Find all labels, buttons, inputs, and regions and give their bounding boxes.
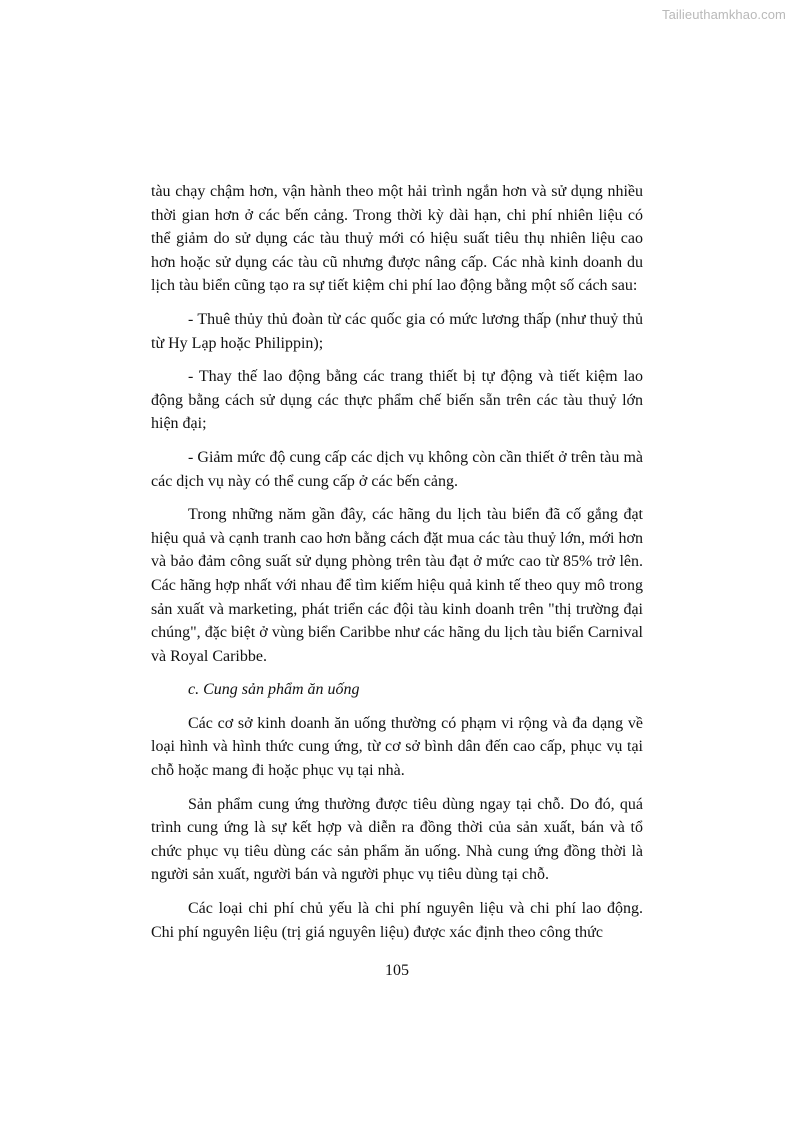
watermark: Tailieuthamkhao.com: [661, 7, 786, 22]
paragraph-cost-types: Các loại chi phí chủ yếu là chi phí nguyên liệu và chi phí lao động. Chi phí nguyên liệu (trị giá nguyên liệu) được xác định theo công thức: [151, 900, 643, 941]
paragraph-cruise-competition: Trong những năm gần đây, các hãng du lịch tàu biển đã cố gắng đạt hiệu quả và cạnh tranh cao hơn bằng cách đặt mua các tàu thuỷ lớn, mới hơn và bảo đảm công suất sử dụng phòng trên tàu đạt ở mức cao từ 85% trở lên. Các hãng hợp nhất với nhau để tìm kiếm hiệu quả kinh tế theo quy mô trong sản xuất và marketing, phát triển các đội tàu kinh doanh trên "thị trường đại chúng", đặc biệt ở vùng biển Caribbe như các hãng du lịch tàu biển Carnival và Royal Caribbe.: [151, 506, 643, 665]
page-body: [151, 180, 643, 954]
list-item-automation: - Thay thế lao động bằng các trang thiết bị tự động và tiết kiệm lao động bằng cách sử dụng các thực phẩm chế biến sẵn trên các tàu thuỷ lớn hiện đại;: [151, 368, 643, 433]
paragraph-food-business: Các cơ sở kinh doanh ăn uống thường có phạm vi rộng và đa dạng về loại hình và hình thức cung ứng, từ cơ sở bình dân đến cao cấp, phục vụ tại chỗ hoặc mang đi hoặc phục vụ tại nhà.: [151, 714, 643, 780]
list-item-crew-hiring: - Thuê thủy thủ đoàn từ các quốc gia có mức lương thấp (như thuỷ thủ từ Hy Lạp hoặc Philippin);: [151, 310, 643, 352]
list-item-reduce-services: - Giảm mức độ cung cấp các dịch vụ không còn cần thiết ở trên tàu mà các dịch vụ này có thể cung cấp ở các bến cảng.: [151, 448, 643, 490]
paragraph-cruise-costs: tàu chạy chậm hơn, vận hành theo một hải trình ngắn hơn và sử dụng nhiều thời gian hơn ở các bến cảng. Trong thời kỳ dài hạn, chi phí nhiên liệu có thể giảm do sử dụng các tàu thuỷ mới có hiệu suất tiêu thụ nhiên liệu cao hơn hoặc sử dụng các tàu cũ nhưng được nâng cấp. Các nhà kinh doanh du lịch tàu biển cũng tạo ra sự tiết kiệm chi phí lao động bằng một số cách sau:: [151, 183, 643, 295]
page-number: 105: [385, 962, 409, 979]
section-heading-food-supply: c. Cung sản phẩm ăn uống: [188, 681, 360, 699]
paragraph-food-consumption: Sản phẩm cung ứng thường được tiêu dùng ngay tại chỗ. Do đó, quá trình cung ứng là sự kết hợp và diễn ra đồng thời của sản xuất, bán và tổ chức phục vụ tiêu dùng các sản phẩm ăn uống. Nhà cung ứng đồng thời là người sản xuất, người bán và người phục vụ tiêu dùng tại chỗ.: [151, 795, 643, 884]
